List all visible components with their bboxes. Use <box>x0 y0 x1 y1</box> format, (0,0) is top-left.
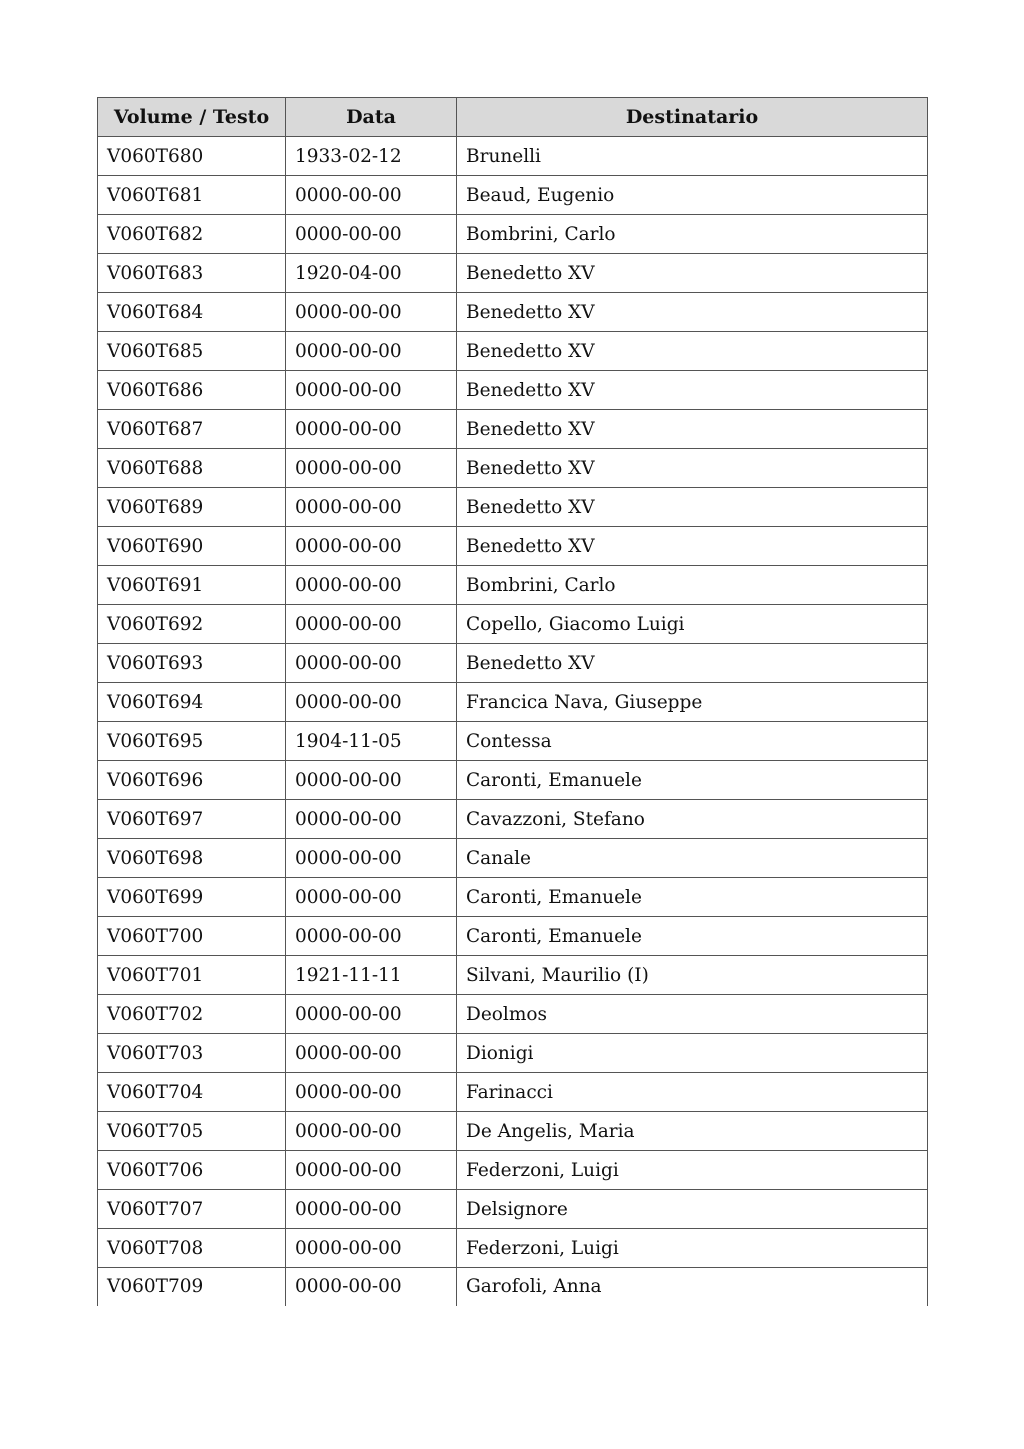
cell-data: 1920-04-00 <box>286 254 457 293</box>
cell-destinatario: Farinacci <box>457 1073 928 1112</box>
cell-volume-testo: V060T692 <box>98 605 286 644</box>
table-row <box>98 839 928 878</box>
cell-volume-testo: V060T682 <box>98 215 286 254</box>
cell-destinatario: Bombrini, Carlo <box>457 215 928 254</box>
cell-destinatario: Federzoni, Luigi <box>457 1229 928 1268</box>
cell-destinatario: Benedetto XV <box>457 254 928 293</box>
cell-data: 0000-00-00 <box>286 644 457 683</box>
table-row <box>98 761 928 800</box>
table-row <box>98 332 928 371</box>
cell-data: 0000-00-00 <box>286 215 457 254</box>
table-row <box>98 683 928 722</box>
table-row <box>98 995 928 1034</box>
table-row <box>98 215 928 254</box>
table-row <box>98 1268 928 1306</box>
table-header-row <box>98 98 928 137</box>
table-row <box>98 566 928 605</box>
cell-data: 0000-00-00 <box>286 800 457 839</box>
cell-volume-testo: V060T704 <box>98 1073 286 1112</box>
cell-data: 0000-00-00 <box>286 488 457 527</box>
cell-volume-testo: V060T693 <box>98 644 286 683</box>
cell-data: 0000-00-00 <box>286 332 457 371</box>
cell-destinatario: Brunelli <box>457 137 928 176</box>
cell-volume-testo: V060T683 <box>98 254 286 293</box>
cell-data: 0000-00-00 <box>286 1190 457 1229</box>
cell-data: 0000-00-00 <box>286 1229 457 1268</box>
table-row <box>98 1190 928 1229</box>
cell-data: 1921-11-11 <box>286 956 457 995</box>
cell-destinatario: Silvani, Maurilio (I) <box>457 956 928 995</box>
cell-data: 0000-00-00 <box>286 566 457 605</box>
cell-destinatario: Caronti, Emanuele <box>457 761 928 800</box>
cell-destinatario: Benedetto XV <box>457 332 928 371</box>
table-row <box>98 917 928 956</box>
cell-data: 0000-00-00 <box>286 176 457 215</box>
cell-data: 0000-00-00 <box>286 410 457 449</box>
cell-volume-testo: V060T698 <box>98 839 286 878</box>
cell-destinatario: Benedetto XV <box>457 410 928 449</box>
cell-destinatario: Benedetto XV <box>457 644 928 683</box>
cell-data: 0000-00-00 <box>286 293 457 332</box>
cell-volume-testo: V060T702 <box>98 995 286 1034</box>
table-row <box>98 956 928 995</box>
cell-destinatario: Delsignore <box>457 1190 928 1229</box>
cell-volume-testo: V060T686 <box>98 371 286 410</box>
column-header-destinatario: Destinatario <box>457 98 928 137</box>
cell-data: 0000-00-00 <box>286 527 457 566</box>
cell-data: 0000-00-00 <box>286 605 457 644</box>
cell-destinatario: Copello, Giacomo Luigi <box>457 605 928 644</box>
cell-volume-testo: V060T706 <box>98 1151 286 1190</box>
table-row <box>98 1229 928 1268</box>
cell-volume-testo: V060T685 <box>98 332 286 371</box>
cell-destinatario: Benedetto XV <box>457 449 928 488</box>
column-header-data: Data <box>286 98 457 137</box>
cell-volume-testo: V060T680 <box>98 137 286 176</box>
cell-data: 0000-00-00 <box>286 449 457 488</box>
cell-volume-testo: V060T687 <box>98 410 286 449</box>
cell-destinatario: Federzoni, Luigi <box>457 1151 928 1190</box>
cell-data: 1933-02-12 <box>286 137 457 176</box>
cell-volume-testo: V060T699 <box>98 878 286 917</box>
cell-destinatario: Bombrini, Carlo <box>457 566 928 605</box>
cell-data: 0000-00-00 <box>286 1112 457 1151</box>
cell-destinatario: De Angelis, Maria <box>457 1112 928 1151</box>
cell-destinatario: Benedetto XV <box>457 488 928 527</box>
cell-destinatario: Cavazzoni, Stefano <box>457 800 928 839</box>
cell-volume-testo: V060T695 <box>98 722 286 761</box>
cell-destinatario: Caronti, Emanuele <box>457 917 928 956</box>
table-row <box>98 644 928 683</box>
cell-data: 1904-11-05 <box>286 722 457 761</box>
table-body <box>98 137 928 1306</box>
table-row <box>98 449 928 488</box>
table-row <box>98 1151 928 1190</box>
cell-data: 0000-00-00 <box>286 1151 457 1190</box>
cell-destinatario: Deolmos <box>457 995 928 1034</box>
cell-volume-testo: V060T696 <box>98 761 286 800</box>
cell-data: 0000-00-00 <box>286 371 457 410</box>
table-row <box>98 800 928 839</box>
letters-table <box>97 97 928 1306</box>
cell-volume-testo: V060T701 <box>98 956 286 995</box>
cell-volume-testo: V060T709 <box>98 1268 286 1306</box>
table-row <box>98 527 928 566</box>
cell-volume-testo: V060T700 <box>98 917 286 956</box>
cell-volume-testo: V060T694 <box>98 683 286 722</box>
column-header-volume-testo: Volume / Testo <box>98 98 286 137</box>
cell-volume-testo: V060T697 <box>98 800 286 839</box>
cell-data: 0000-00-00 <box>286 878 457 917</box>
table-row <box>98 1034 928 1073</box>
cell-volume-testo: V060T689 <box>98 488 286 527</box>
cell-volume-testo: V060T703 <box>98 1034 286 1073</box>
cell-volume-testo: V060T708 <box>98 1229 286 1268</box>
table-row <box>98 1073 928 1112</box>
cell-destinatario: Benedetto XV <box>457 371 928 410</box>
cell-data: 0000-00-00 <box>286 995 457 1034</box>
cell-data: 0000-00-00 <box>286 917 457 956</box>
cell-volume-testo: V060T705 <box>98 1112 286 1151</box>
cell-volume-testo: V060T707 <box>98 1190 286 1229</box>
cell-destinatario: Beaud, Eugenio <box>457 176 928 215</box>
cell-destinatario: Francica Nava, Giuseppe <box>457 683 928 722</box>
table-row <box>98 605 928 644</box>
table-row <box>98 137 928 176</box>
cell-destinatario: Dionigi <box>457 1034 928 1073</box>
cell-data: 0000-00-00 <box>286 1034 457 1073</box>
table-row <box>98 722 928 761</box>
cell-data: 0000-00-00 <box>286 1073 457 1112</box>
table-row <box>98 254 928 293</box>
document-page <box>97 97 927 1306</box>
cell-destinatario: Contessa <box>457 722 928 761</box>
cell-destinatario: Benedetto XV <box>457 527 928 566</box>
cell-volume-testo: V060T681 <box>98 176 286 215</box>
cell-volume-testo: V060T690 <box>98 527 286 566</box>
table-row <box>98 878 928 917</box>
table-row <box>98 293 928 332</box>
cell-volume-testo: V060T691 <box>98 566 286 605</box>
table-row <box>98 1112 928 1151</box>
cell-data: 0000-00-00 <box>286 761 457 800</box>
cell-destinatario: Benedetto XV <box>457 293 928 332</box>
cell-data: 0000-00-00 <box>286 683 457 722</box>
cell-data: 0000-00-00 <box>286 839 457 878</box>
cell-volume-testo: V060T688 <box>98 449 286 488</box>
cell-destinatario: Garofoli, Anna <box>457 1268 928 1306</box>
table-row <box>98 371 928 410</box>
table-row <box>98 410 928 449</box>
cell-data: 0000-00-00 <box>286 1268 457 1306</box>
table-row <box>98 176 928 215</box>
cell-volume-testo: V060T684 <box>98 293 286 332</box>
cell-destinatario: Canale <box>457 839 928 878</box>
table-row <box>98 488 928 527</box>
cell-destinatario: Caronti, Emanuele <box>457 878 928 917</box>
